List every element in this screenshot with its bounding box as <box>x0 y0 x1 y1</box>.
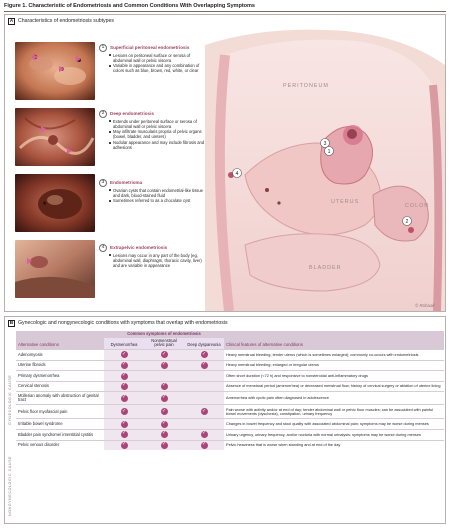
clinical-features: Changes in bowel frequency and stool quality with associated abdominal pain; symptoms may be worse during menses <box>224 419 444 430</box>
subtype-bullet: Lesions may occur in any part of the body (eg, abdominal wall, diaphragm, thoracic cavity, liver) and are variable in appearance <box>109 253 209 268</box>
table-row <box>16 419 444 430</box>
header-alternative-conditions: Alternative conditions <box>16 331 104 350</box>
symptom-cell <box>104 405 144 419</box>
symptom-cell <box>184 360 224 371</box>
symptom-cell <box>184 419 224 430</box>
subtype-title: Endometrioma <box>110 180 143 185</box>
illustrator-signature: © Rohaak <box>415 303 435 308</box>
check-icon: ✓ <box>201 351 207 357</box>
subtype-superficial <box>99 44 209 74</box>
clinical-features: Urinary urgency, urinary frequency, and/or nocturia with normal urinalysis; symptoms may be worse during menses <box>224 430 444 441</box>
check-icon: ✓ <box>201 442 207 448</box>
condition-name: Bladder pain syndrome/ interstitial cystitis <box>16 430 104 441</box>
side-label-nongynecologic: NONGYNECOLOGIC CAUSE <box>8 455 12 517</box>
clinical-features: Pain worse with activity and/or at end of day; tender abdominal wall or pelvic floor muscles; can be associated with painful bowel movements (dyschezia), constipation, urinary frequency <box>224 405 444 419</box>
symptom-cell <box>104 440 144 450</box>
table-row <box>16 405 444 419</box>
check-icon: ✓ <box>161 351 167 357</box>
panel-a-letter: A <box>9 19 14 24</box>
subtype-deep <box>99 110 209 150</box>
svg-text:*: * <box>43 200 47 210</box>
subtype-title: Extrapelvic endometriosis <box>110 245 168 250</box>
panel-b-label <box>8 320 228 327</box>
panel-a-label <box>8 18 114 25</box>
svg-text:3: 3 <box>323 141 327 147</box>
symptom-cell <box>104 430 144 441</box>
clinical-features: Pelvic heaviness that is worse when standing and at end of the day <box>224 440 444 450</box>
check-icon: ✓ <box>161 395 167 401</box>
condition-name: Primary dysmenorrhea <box>16 371 104 382</box>
table-row <box>16 371 444 382</box>
condition-name: Irritable bowel syndrome <box>16 419 104 430</box>
symptom-cell <box>184 381 224 392</box>
side-label-gynecologic: GYNECOLOGIC CAUSE <box>8 374 12 426</box>
check-icon: ✓ <box>201 362 207 368</box>
symptom-cell <box>184 392 224 405</box>
subtype-bullet: May infiltrate muscularis propria of pelvic organs (bowel, bladder, and ureters) <box>109 129 209 139</box>
check-icon: ✓ <box>121 383 127 389</box>
clinical-features: Heavy menstrual bleeding; tender uterus (which is sometimes enlarged); commonly co-occurs with endometriosis <box>224 350 444 361</box>
callout-1 <box>325 147 334 156</box>
symptom-cell <box>184 405 224 419</box>
svg-text:1: 1 <box>327 149 331 155</box>
panel-a-heading: Characteristics of endometriosis subtypes <box>18 18 115 25</box>
symptom-cell <box>104 392 144 405</box>
symptom-cell <box>104 371 144 382</box>
label-peritoneum: PERITONEUM <box>283 83 329 89</box>
condition-name: Adenomyosis <box>16 350 104 361</box>
header-clinical-features: Clinical features of alternative conditions <box>224 331 444 350</box>
check-icon: ✓ <box>121 408 127 414</box>
subtype-number: 2 <box>99 110 107 118</box>
symptom-cell <box>144 371 184 382</box>
check-icon: ✓ <box>121 431 127 437</box>
table-row <box>16 360 444 371</box>
subtype-bullet: Variable in appearance and any combination of colors such as blue, brown, red, white, or clear <box>109 63 209 73</box>
subtype-number: 1 <box>99 44 107 52</box>
check-icon: ✓ <box>121 372 127 378</box>
symptom-cell <box>104 360 144 371</box>
header-nonmenstrual-pelvic-pain: Nonmenstrual pelvic pain <box>144 338 184 350</box>
overlap-conditions-table <box>16 331 444 450</box>
table-row <box>16 440 444 450</box>
check-icon: ✓ <box>121 351 127 357</box>
symptom-cell <box>144 381 184 392</box>
check-icon: ✓ <box>161 362 167 368</box>
symptom-cell <box>184 371 224 382</box>
label-colon: COLON <box>405 203 430 209</box>
subtype-bullet: Lesions on peritoneal surface or serosa of abdominal wall or pelvic viscera <box>109 53 209 63</box>
condition-name: Müllerian anomaly with obstruction of genital tract <box>16 392 104 405</box>
symptom-cell <box>104 350 144 361</box>
panel-a <box>4 14 446 312</box>
pelvic-anatomy-illustration <box>205 25 445 311</box>
check-icon: ✓ <box>161 442 167 448</box>
symptom-cell <box>144 405 184 419</box>
symptom-cell <box>144 392 184 405</box>
subtype-extrapelvic <box>99 244 209 268</box>
panel-b-letter: B <box>9 321 14 326</box>
check-icon: ✓ <box>161 431 167 437</box>
symptom-cell <box>184 350 224 361</box>
condition-name: Cervical stenosis <box>16 381 104 392</box>
label-uterus: UTERUS <box>331 199 360 205</box>
header-deep-dyspareunia: Deep dyspareunia <box>184 338 224 350</box>
symptom-cell <box>184 430 224 441</box>
symptom-cell <box>144 360 184 371</box>
check-icon: ✓ <box>121 420 127 426</box>
table-row <box>16 350 444 361</box>
header-common-symptoms: Common symptoms of endometriosis <box>104 331 224 338</box>
subtype-title: Superficial peritoneal endometriosis <box>110 45 190 50</box>
subtype-endometrioma <box>99 179 209 203</box>
callout-4 <box>233 169 242 178</box>
photo-superficial-lesions <box>15 42 95 100</box>
table-row <box>16 392 444 405</box>
table-row <box>16 430 444 441</box>
title-rule <box>4 11 446 12</box>
subtype-bullet: Nodular appearance and may include fibrosis and adhesions <box>109 140 209 150</box>
subtype-number: 4 <box>99 244 107 252</box>
subtype-bullet: Ovarian cysts that contain endometrial-like tissue and dark, blood-stained fluid <box>109 188 209 198</box>
label-bladder: BLADDER <box>309 265 342 271</box>
panel-b-heading: Gynecologic and nongynecologic conditions with symptoms that overlap with endometriosis <box>18 320 228 327</box>
callout-2 <box>403 217 412 226</box>
photo-deep-endometriosis <box>15 108 95 166</box>
photo-endometrioma <box>15 174 95 232</box>
panel-b <box>4 316 446 524</box>
svg-text:4: 4 <box>235 171 239 177</box>
subtype-number: 3 <box>99 179 107 187</box>
check-icon: ✓ <box>121 395 127 401</box>
figure-title: Figure 1. Characteristic of Endometriosis and Common Conditions With Overlapping Symptoms <box>4 3 255 9</box>
check-icon: ✓ <box>161 408 167 414</box>
subtype-title: Deep endometriosis <box>110 111 154 116</box>
condition-name: Uterine fibroids <box>16 360 104 371</box>
photo-extrapelvic <box>15 240 95 298</box>
symptom-cell <box>144 350 184 361</box>
check-icon: ✓ <box>161 383 167 389</box>
condition-name: Pelvic floor myofascial pain <box>16 405 104 419</box>
subtype-bullet: Sometimes referred to as a chocolate cyst <box>109 198 209 203</box>
symptom-cell <box>184 440 224 450</box>
symptom-cell <box>144 419 184 430</box>
condition-name: Pelvic venous disorder <box>16 440 104 450</box>
symptom-cell <box>104 381 144 392</box>
symptom-cell <box>144 430 184 441</box>
header-dysmenorrhea: Dysmenorrhea <box>104 338 144 350</box>
check-icon: ✓ <box>161 420 167 426</box>
check-icon: ✓ <box>121 442 127 448</box>
clinical-features: Often short duration (<72 h) and responsive to nonsteroidal anti-inflammatory drugs <box>224 371 444 382</box>
svg-text:2: 2 <box>405 219 409 225</box>
check-icon: ✓ <box>121 362 127 368</box>
symptom-cell <box>144 440 184 450</box>
table-row <box>16 381 444 392</box>
clinical-features: Absence of menstrual period (amenorrhea) or decreased menstrual flow; history of cervical surgery or ablation of uterine lining <box>224 381 444 392</box>
clinical-features: Amenorrhea with cyclic pain often diagnosed in adolescence <box>224 392 444 405</box>
clinical-features: Heavy menstrual bleeding; enlarged or irregular uterus <box>224 360 444 371</box>
callout-3 <box>321 139 330 148</box>
check-icon: ✓ <box>201 431 207 437</box>
symptom-cell <box>104 419 144 430</box>
check-icon: ✓ <box>201 408 207 414</box>
subtype-bullet: Extends under peritoneal surface or serosa of abdominal wall or pelvic viscera <box>109 119 209 129</box>
